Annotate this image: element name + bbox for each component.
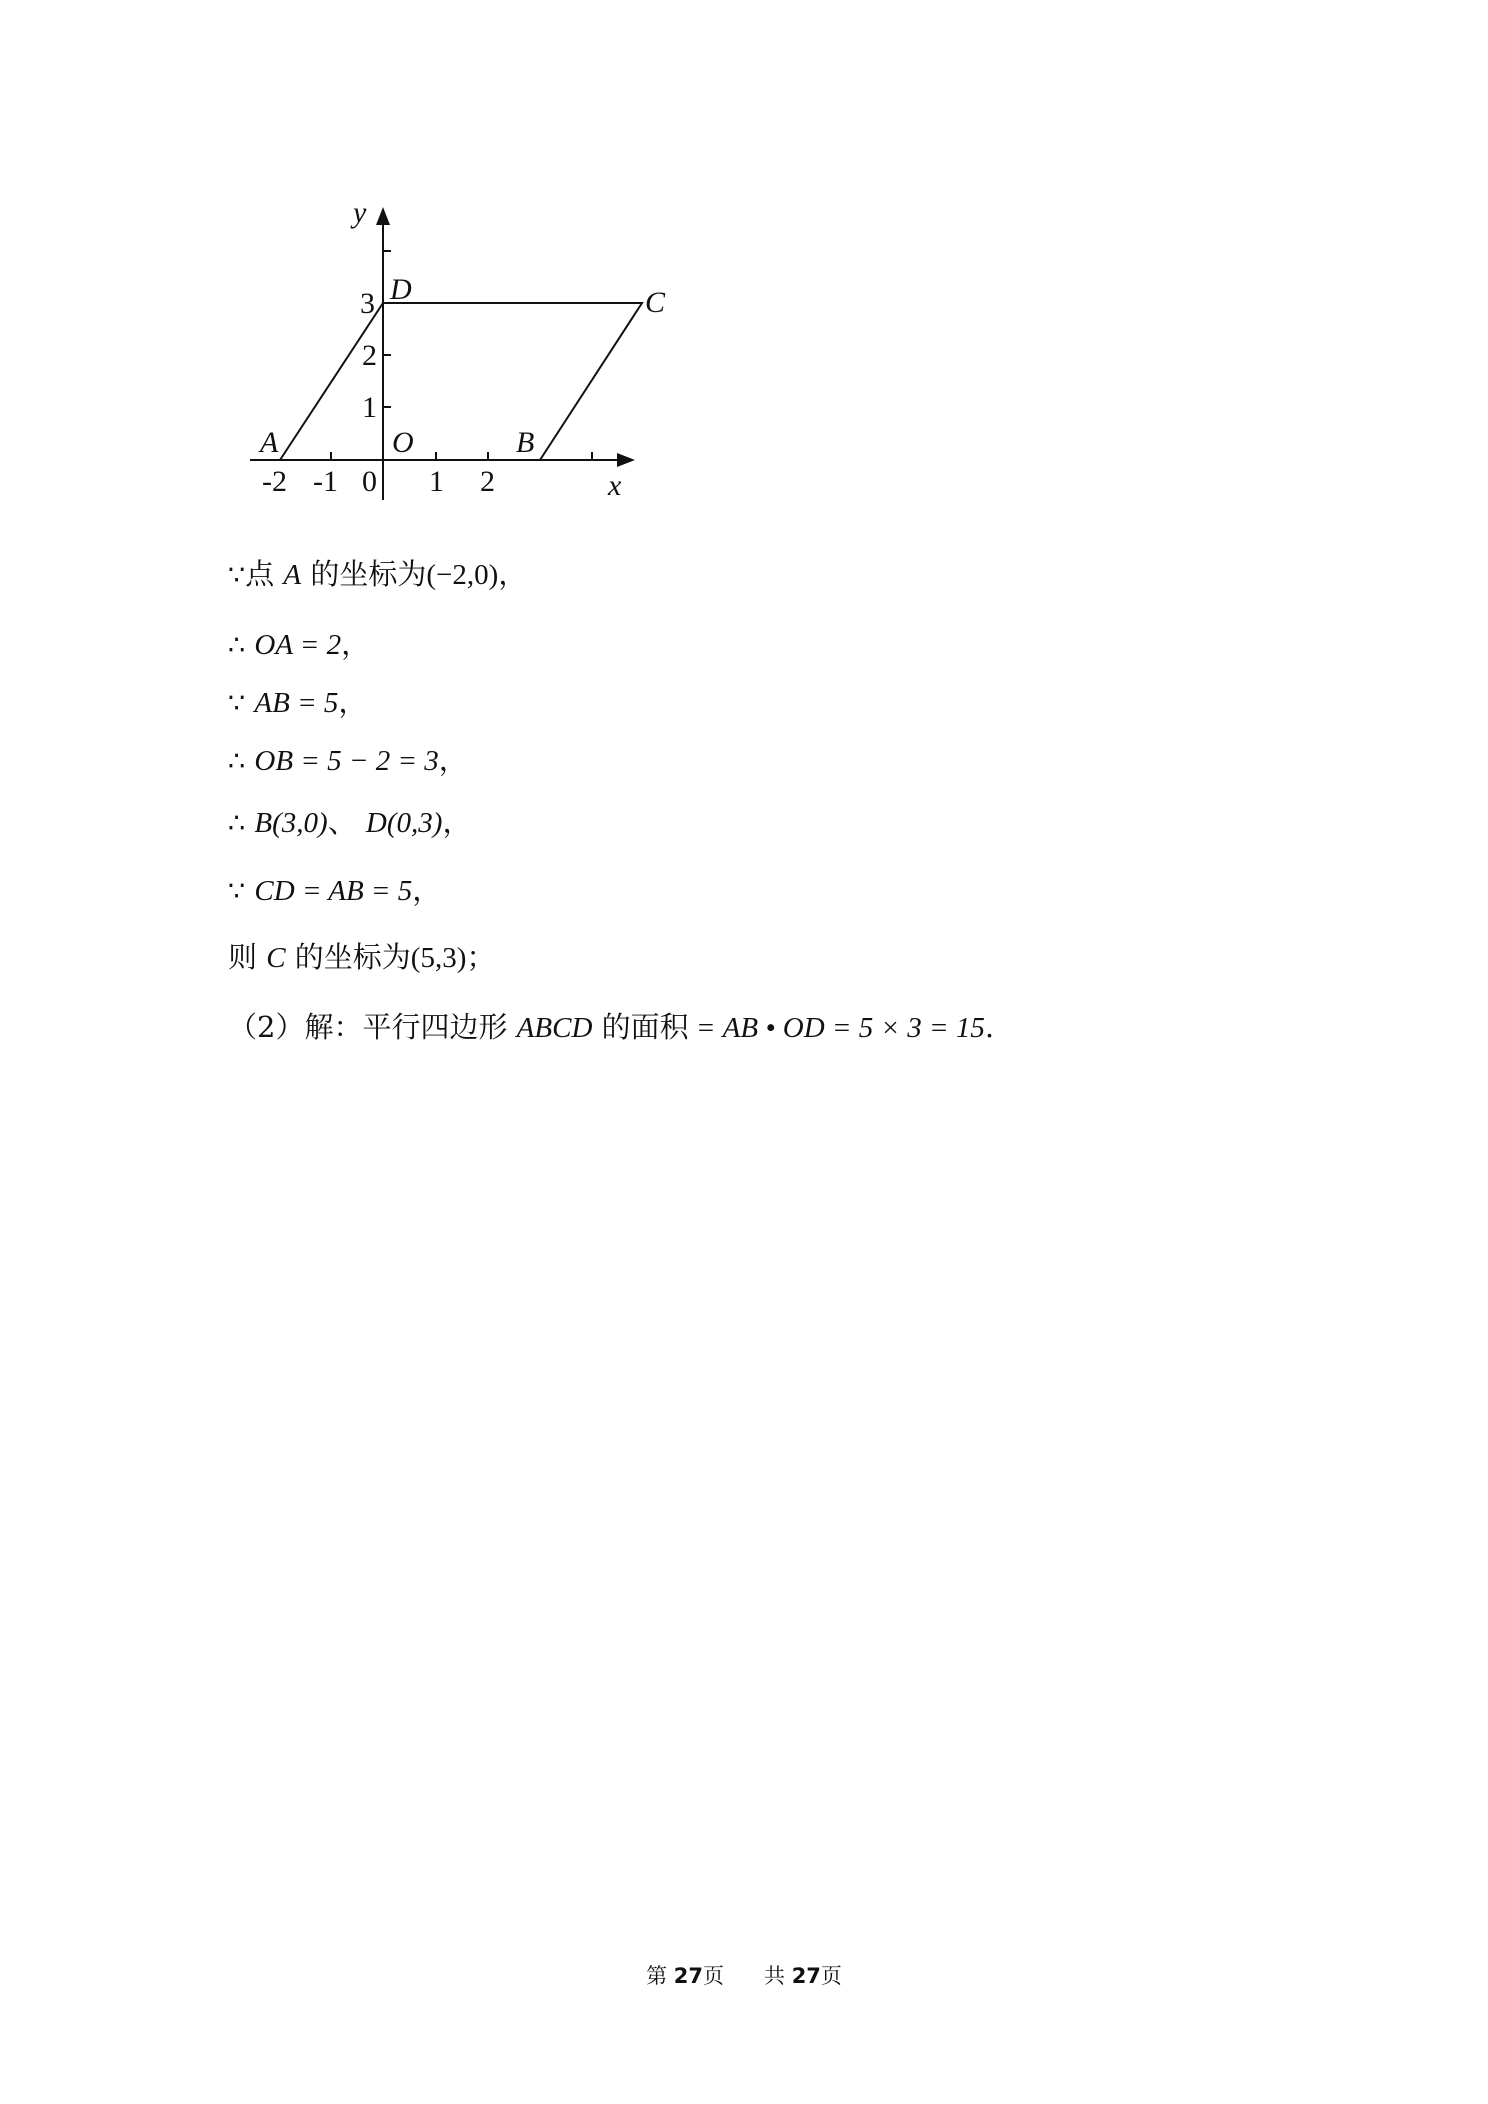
total-pages: 27 bbox=[791, 1964, 821, 1988]
x-axis-label: x bbox=[608, 469, 622, 502]
step-text: 的面积 bbox=[592, 1010, 689, 1044]
math-var: A bbox=[283, 559, 302, 591]
parallelogram-ABCD bbox=[280, 303, 642, 460]
because-symbol: ∵ bbox=[228, 688, 246, 719]
separator: 、 bbox=[327, 805, 357, 839]
step-text: 的坐标为 bbox=[285, 940, 411, 974]
math-expr: CD = AB = 5 bbox=[254, 875, 413, 907]
punctuation: ， bbox=[438, 743, 468, 777]
math-var: C bbox=[266, 942, 286, 974]
math-expr: OB = 5 − 2 = 3 bbox=[254, 745, 439, 777]
y-tick-label-3: 3 bbox=[360, 287, 375, 320]
y-tick-label-2: 2 bbox=[362, 339, 377, 372]
footer-text: 页 bbox=[703, 1964, 724, 1988]
step-line-7 bbox=[228, 935, 495, 976]
step-line-3 bbox=[228, 680, 367, 721]
step-text: 点 bbox=[245, 557, 284, 591]
point-D-label: D bbox=[390, 273, 412, 306]
punctuation: . bbox=[984, 1010, 995, 1044]
page-number: 27 bbox=[673, 1964, 703, 1988]
punctuation: ， bbox=[498, 557, 528, 591]
point-C-label: C bbox=[645, 286, 666, 319]
math-expr: B(3,0) bbox=[254, 807, 328, 839]
math-expr: (5,3) bbox=[410, 942, 467, 974]
x-tick-label-neg1: -1 bbox=[313, 465, 338, 498]
footer-text: 共 bbox=[764, 1964, 792, 1988]
math-expr: AB = 5 bbox=[254, 687, 339, 719]
step-line-2 bbox=[228, 622, 370, 663]
punctuation: ， bbox=[338, 685, 368, 719]
step-line-6 bbox=[228, 868, 441, 909]
therefore-symbol: ∴ bbox=[228, 746, 246, 777]
punctuation: ； bbox=[466, 940, 496, 974]
y-axis-arrow bbox=[376, 207, 390, 225]
x-axis-arrow bbox=[617, 453, 635, 467]
math-expr: (−2,0) bbox=[426, 559, 499, 591]
therefore-symbol: ∴ bbox=[228, 808, 246, 839]
punctuation: ， bbox=[412, 873, 442, 907]
math-expr: D(0,3) bbox=[365, 807, 443, 839]
step-line-4 bbox=[228, 738, 468, 779]
because-symbol: ∵ bbox=[228, 560, 246, 591]
x-tick-label-neg2: -2 bbox=[262, 465, 287, 498]
because-symbol: ∵ bbox=[228, 876, 246, 907]
y-tick-label-1: 1 bbox=[362, 391, 377, 424]
punctuation: ， bbox=[442, 805, 472, 839]
point-B-label: B bbox=[516, 426, 535, 459]
x-tick-label-2: 2 bbox=[480, 465, 495, 498]
x-tick-label-0: 0 bbox=[362, 465, 377, 498]
page-footer bbox=[0, 1960, 1488, 1990]
point-A-label: A bbox=[260, 426, 279, 459]
step-line-1 bbox=[228, 552, 527, 593]
footer-text: 页 bbox=[820, 1964, 842, 1988]
math-var: ABCD bbox=[516, 1012, 593, 1044]
y-axis-label: y bbox=[353, 196, 367, 229]
footer-text: 第 bbox=[646, 1964, 674, 1988]
point-O-label: O bbox=[392, 426, 414, 459]
math-expr: = AB • OD = 5 × 3 = 15 bbox=[688, 1012, 985, 1044]
punctuation: ， bbox=[341, 627, 371, 661]
therefore-symbol: ∴ bbox=[228, 630, 246, 661]
parallelogram-diagram bbox=[240, 195, 690, 510]
step-text: 则 bbox=[228, 940, 267, 974]
step-text: （2）解：平行四边形 bbox=[228, 1010, 517, 1044]
x-tick-label-1: 1 bbox=[429, 465, 444, 498]
step-text: 的坐标为 bbox=[301, 557, 427, 591]
step-line-5 bbox=[228, 800, 471, 841]
step-line-8 bbox=[228, 1005, 994, 1046]
math-expr: OA = 2 bbox=[254, 629, 342, 661]
coordinate-figure bbox=[240, 195, 690, 510]
